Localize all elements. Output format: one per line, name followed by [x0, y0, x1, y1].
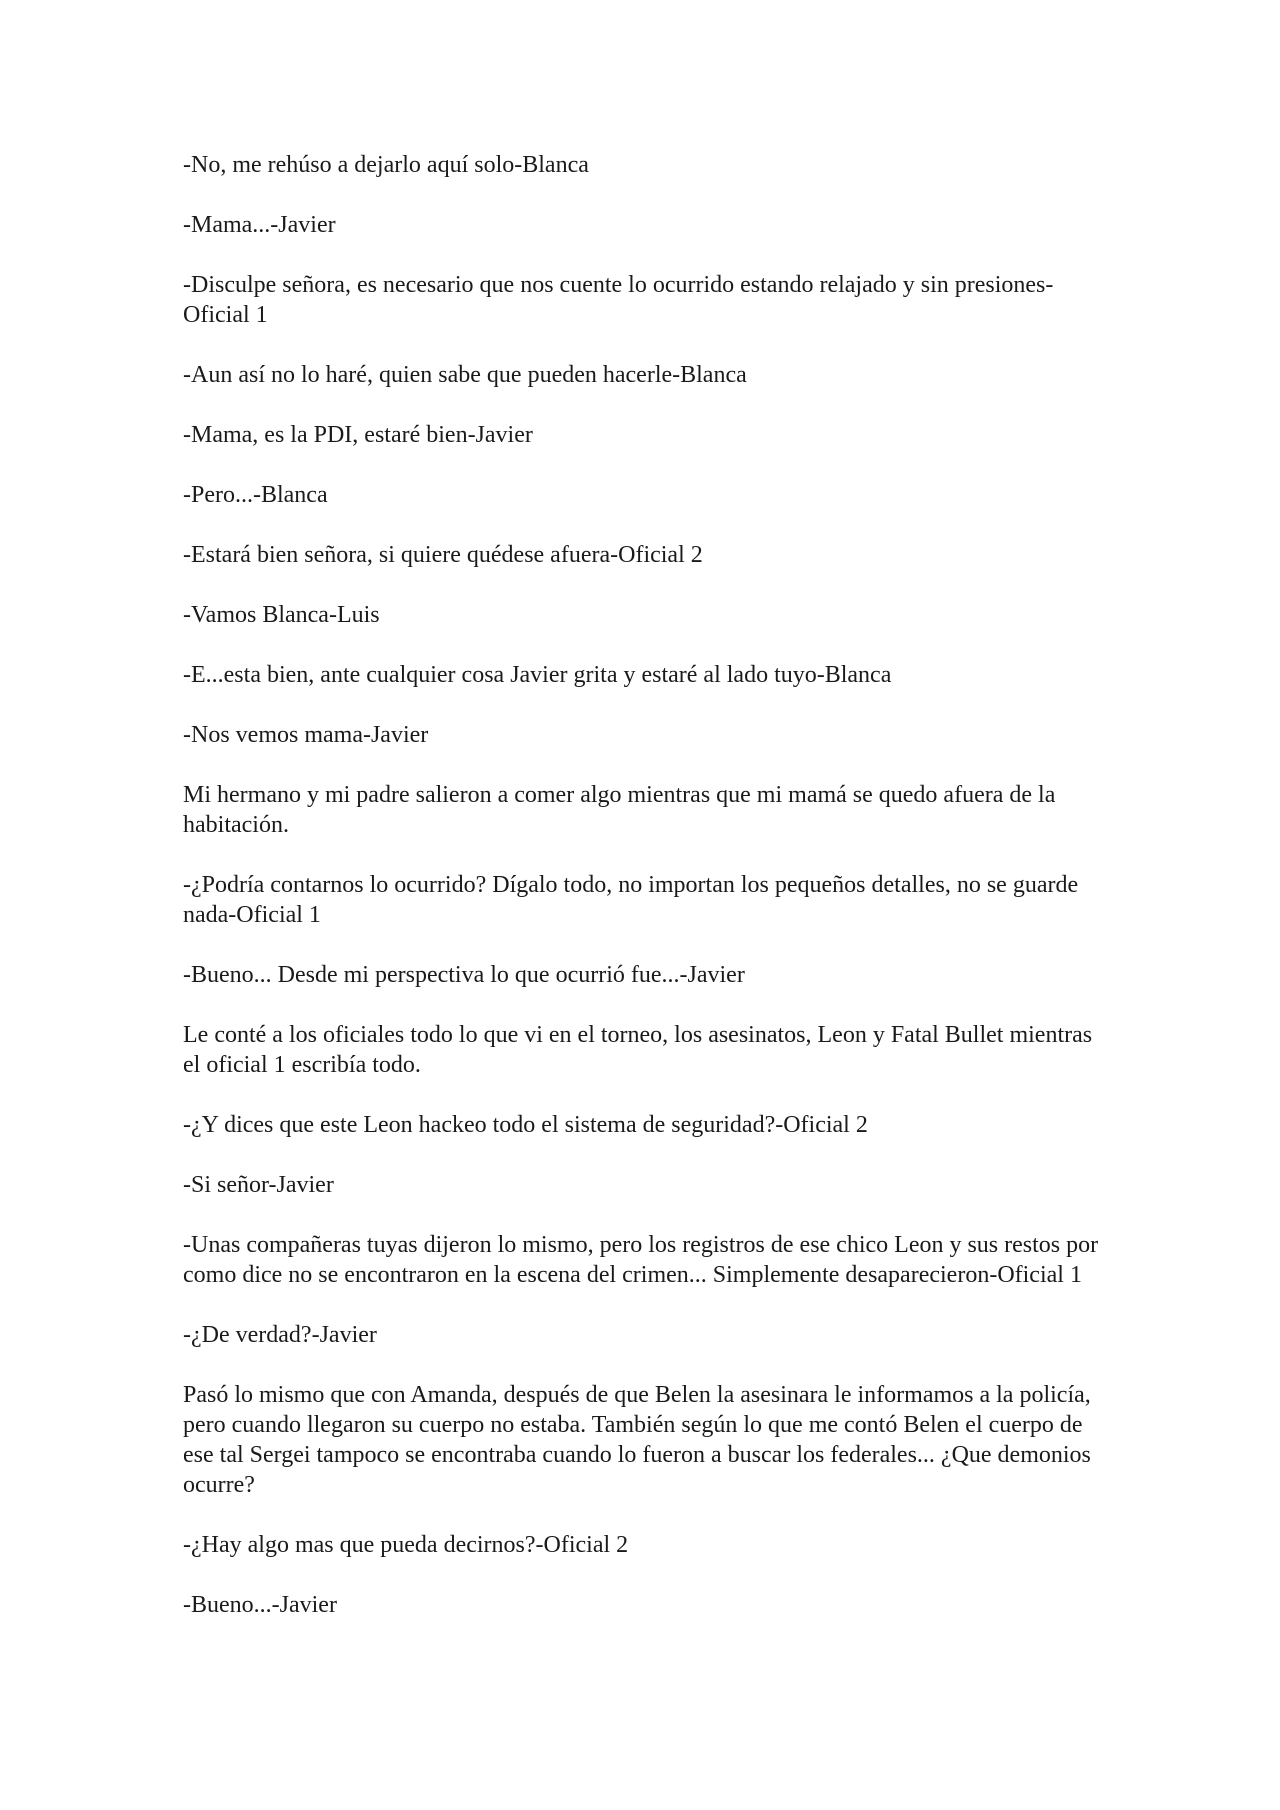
- paragraph: -No, me rehúso a dejarlo aquí solo-Blanca: [183, 152, 589, 178]
- paragraph: -Si señor-Javier: [183, 1172, 334, 1198]
- paragraph: -Bueno...-Javier: [183, 1592, 337, 1618]
- paragraph: -Mama...-Javier: [183, 212, 336, 238]
- paragraph: -Pero...-Blanca: [183, 482, 328, 508]
- paragraph: -¿De verdad?-Javier: [183, 1322, 377, 1348]
- paragraph: -Unas compañeras tuyas dijeron lo mismo, pero los registros de ese chico Leon y sus restos por como dice no se encontraron en la escena del crimen... Simplemente desaparecieron-Oficial 1: [183, 1232, 1099, 1288]
- paragraph: -¿Hay algo mas que pueda decirnos?-Oficial 2: [183, 1532, 629, 1558]
- paragraph: Le conté a los oficiales todo lo que vi en el torneo, los asesinatos, Leon y Fatal Bullet mientras el oficial 1 escribía todo.: [183, 1022, 1093, 1078]
- paragraph: -¿Y dices que este Leon hackeo todo el sistema de seguridad?-Oficial 2: [183, 1112, 868, 1138]
- paragraph: -Estará bien señora, si quiere quédese afuera-Oficial 2: [183, 542, 703, 568]
- paragraph: Pasó lo mismo que con Amanda, después de que Belen la asesinara le informamos a la policía, pero cuando llegaron su cuerpo no estaba. También según lo que me contó Belen el cuerpo de ese tal Sergei tampoco se encontraba cuando lo fueron a buscar los federales... ¿Que demonios ocurre?: [183, 1382, 1091, 1498]
- paragraph: -Mama, es la PDI, estaré bien-Javier: [183, 422, 533, 448]
- paragraph: -Nos vemos mama-Javier: [183, 722, 429, 748]
- paragraph: Mi hermano y mi padre salieron a comer algo mientras que mi mamá se quedo afuera de la habitación.: [183, 782, 1056, 838]
- paragraph: -Bueno... Desde mi perspectiva lo que ocurrió fue...-Javier: [183, 962, 745, 988]
- document-body: [183, 150, 1103, 1620]
- paragraph: -Aun así no lo haré, quien sabe que pueden hacerle-Blanca: [183, 362, 747, 388]
- paragraph: -Disculpe señora, es necesario que nos cuente lo ocurrido estando relajado y sin presiones-Oficial 1: [183, 272, 1054, 328]
- paragraph: -E...esta bien, ante cualquier cosa Javier grita y estaré al lado tuyo-Blanca: [183, 662, 892, 688]
- paragraph: -¿Podría contarnos lo ocurrido? Dígalo todo, no importan los pequeños detalles, no se guarde nada-Oficial 1: [183, 872, 1079, 928]
- paragraph: -Vamos Blanca-Luis: [183, 602, 380, 628]
